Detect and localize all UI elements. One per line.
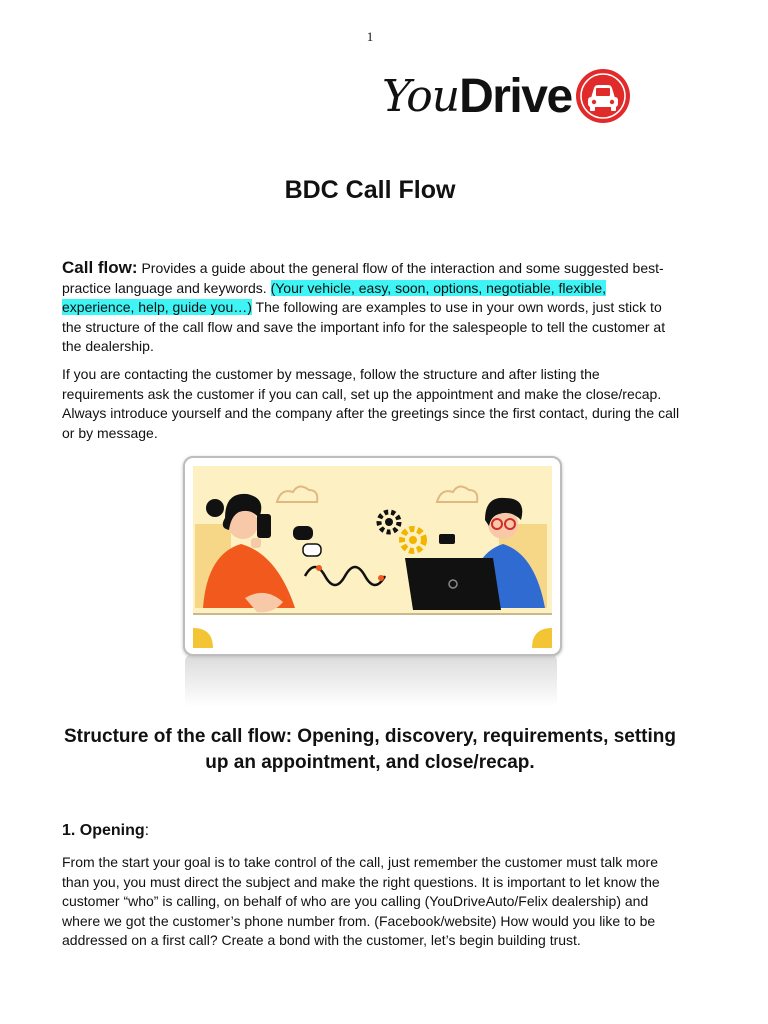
intro-lead: Call flow: — [62, 258, 138, 277]
call-illustration-art — [185, 458, 560, 654]
call-illustration — [183, 456, 562, 656]
youdrive-logo — [382, 62, 682, 130]
logo-drive-text: Drive — [459, 69, 572, 123]
opening-heading-colon: : — [144, 822, 150, 839]
opening-paragraph: From the start your goal is to take control of the call, just remember the customer must talk more than you, you must direct the subject and make the right questions. It is important to let know the customer “who” is calling, on behalf of who are you calling (YouDriveAuto/Felix dealership) and where we got the customer’s phone number from. (Facebook/website) How would you like to be addressed on a first call? Create a bond with the customer, let’s begin building trust. — [62, 854, 660, 948]
opening-heading — [62, 822, 149, 840]
logo-you-text: You — [382, 70, 460, 122]
intro-text-before: Provides a guide about the general flow of the interaction and some suggested best-practice language and keywords. — [62, 260, 664, 296]
intro-text-after: The following are examples to use in your own words, just stick to the structure of the call flow and save the important info for the salespeople to tell the customer at the dealership. — [62, 299, 666, 354]
structure-heading: Structure of the call flow: Opening, discovery, requirements, setting up an appointment, and close/recap. — [64, 726, 676, 773]
illustration-reflection — [185, 655, 557, 707]
car-icon — [575, 68, 631, 124]
intro-paragraph — [62, 258, 682, 357]
document-title: BDC Call Flow — [284, 176, 456, 204]
message-paragraph: If you are contacting the customer by message, follow the structure and after listing the requirements ask the customer if you can call, set up the appointment and make the close/recap. Always introduce yourself and the company after the greetings since the first contact, during the call or by message. — [62, 366, 680, 441]
page-number: 1 — [366, 29, 374, 44]
opening-heading-label: 1. Opening — [62, 822, 145, 839]
keywords-highlight: (Your vehicle, easy, soon, options, negotiable, flexible, experience, help, guide you…) — [62, 279, 607, 315]
